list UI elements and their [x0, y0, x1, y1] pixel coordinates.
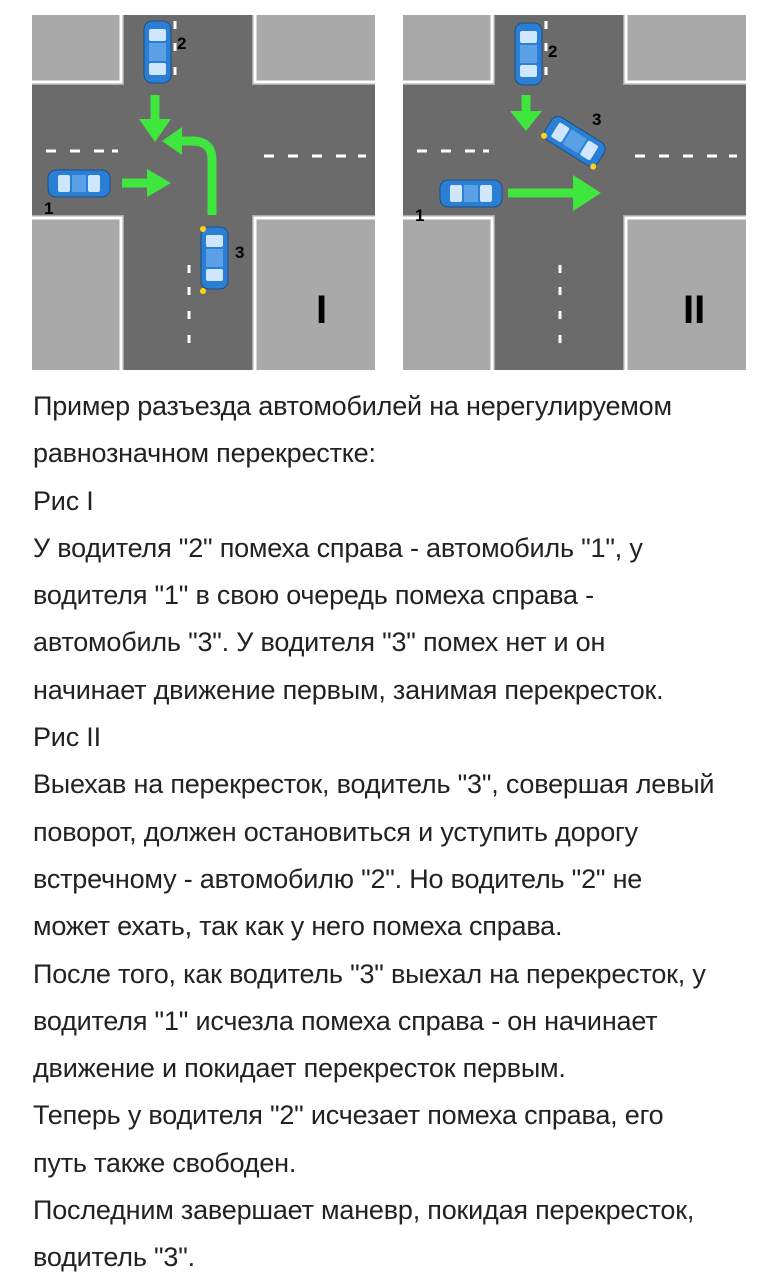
corner-top-right [252, 15, 375, 85]
intersection-diagram-2 [403, 15, 746, 370]
car-2 [144, 21, 171, 83]
intersection-figure-2 [403, 15, 746, 370]
text-line: водитель "3". [33, 1242, 195, 1273]
figure-roman-numeral: II [683, 288, 706, 332]
explanation-text [33, 383, 773, 1282]
intersection-figure-1 [32, 15, 375, 370]
car-3-label: 3 [235, 243, 245, 262]
corner-top-left [32, 15, 124, 85]
car-2 [515, 23, 542, 85]
text-line: Выехав на перекресток, водитель "3", совершая левый [33, 769, 715, 800]
text-line: встречному - автомобилю "2". Но водитель "2" не [33, 863, 643, 894]
figures-row [0, 0, 783, 380]
section-heading-fig1: Рис I [33, 485, 94, 516]
section-heading-fig2: Рис II [33, 722, 101, 753]
car-1-label: 1 [44, 199, 54, 218]
car-1 [48, 170, 110, 197]
text-line: Последним завершает маневр, покидая перекресток, [33, 1195, 695, 1226]
text-line: автомобиль "3". У водителя "3" помех нет и он [33, 627, 606, 658]
car-1-label: 1 [415, 206, 425, 225]
car-1 [440, 180, 502, 207]
text-line: начинает движение первым, занимая перекресток. [33, 674, 664, 705]
corner-top-right [623, 15, 746, 85]
text-line: водителя "1" в свою очередь помеха справа - [33, 580, 594, 611]
text-line: может ехать, так как у него помеха справа. [33, 911, 563, 942]
text-line: водителя "1" исчезла помеха справа - он начинает [33, 1005, 658, 1036]
text-line: После того, как водитель "3" выехал на перекресток, у [33, 958, 706, 989]
text-line: движение и покидает перекресток первым. [33, 1053, 566, 1084]
text-line: путь также свободен. [33, 1147, 297, 1178]
car-3 [200, 226, 228, 294]
corner-bottom-left [32, 215, 124, 370]
text-line: Теперь у водителя "2" исчезает помеха справа, его [33, 1100, 664, 1131]
car-3-label: 3 [592, 110, 602, 129]
text-line: поворот, должен остановиться и уступить дорогу [33, 816, 638, 847]
text-line: Пример разъезда автомобилей на нерегулируемом [33, 391, 672, 421]
corner-bottom-right [252, 215, 375, 370]
text-line: У водителя "2" помеха справа - автомобиль "1", у [33, 532, 643, 563]
car-2-label: 2 [177, 34, 187, 53]
car-2-label: 2 [548, 42, 558, 61]
intersection-diagram-1 [32, 15, 375, 370]
corner-bottom-left [403, 215, 495, 370]
text-line: равнозначном перекрестке: [33, 438, 376, 469]
corner-top-left [403, 15, 495, 85]
figure-roman-numeral: I [316, 288, 328, 332]
